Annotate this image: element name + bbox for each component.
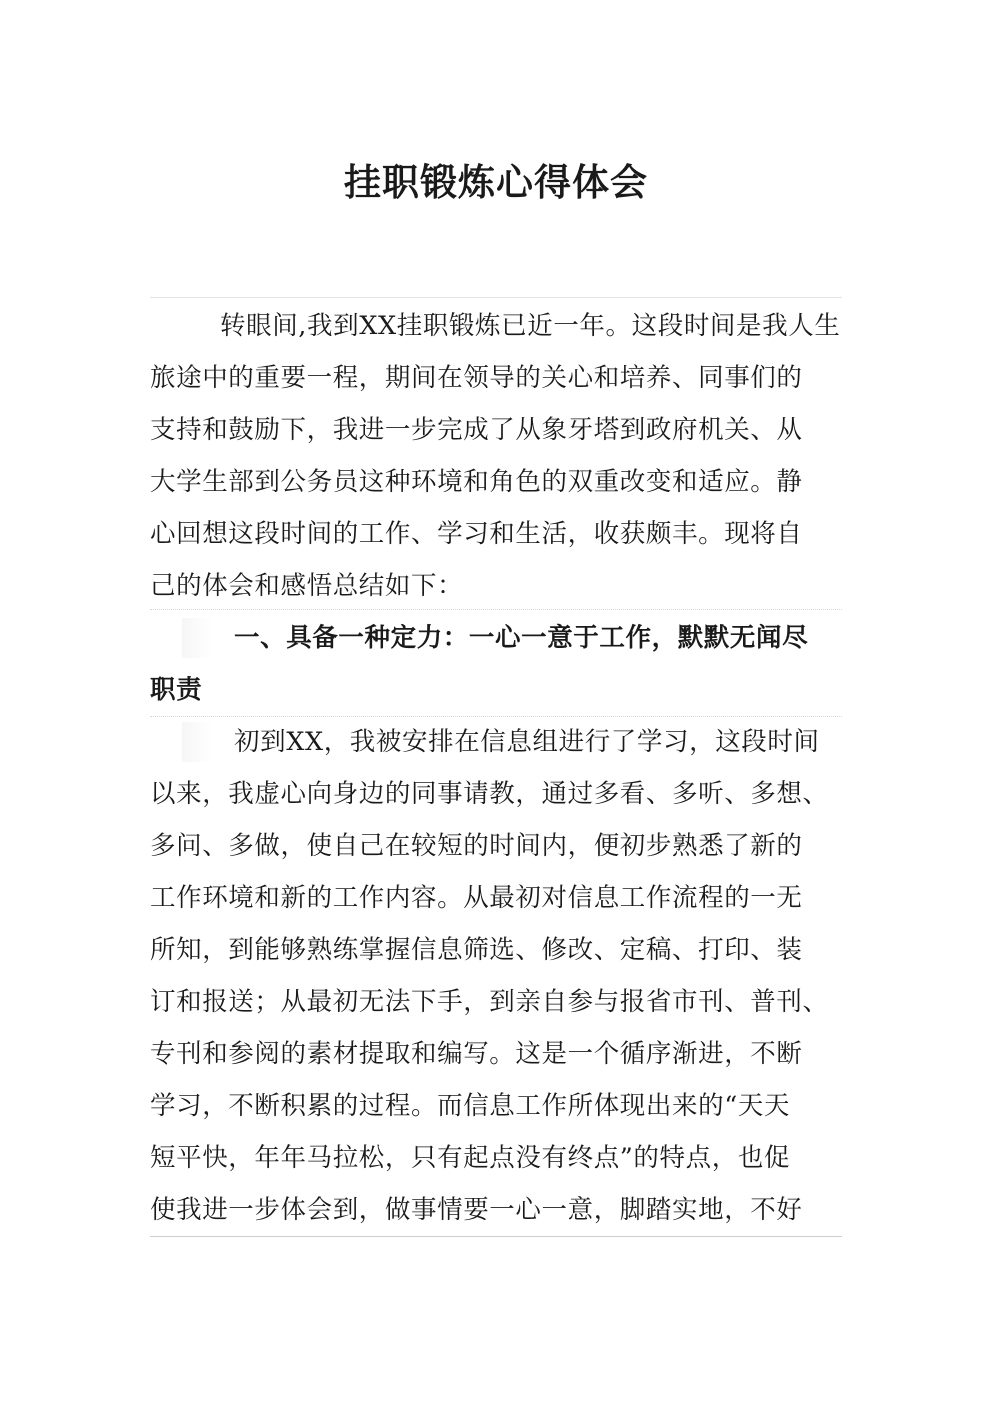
document-title: 挂职锻炼心得体会 xyxy=(344,160,648,204)
paragraph-line: 初到XX，我被安排在信息组进行了学习，这段时间 xyxy=(234,727,820,757)
paragraph-line: 学习，不断积累的过程。而信息工作所体现出来的“天天 xyxy=(150,1091,791,1121)
paragraph-line: 转眼间,我到XX挂职锻炼已近一年。这段时间是我人生 xyxy=(220,311,841,341)
paragraph-line: 多问、多做，使自己在较短的时间内，便初步熟悉了新的 xyxy=(150,831,803,861)
paragraph-line: 短平快，年年马拉松，只有起点没有终点”的特点，也促 xyxy=(150,1143,791,1173)
section-1-body xyxy=(150,716,840,1236)
paragraph-line: 大学生部到公务员这种环境和角色的双重改变和适应。静 xyxy=(150,467,803,497)
paragraph-line: 己的体会和感悟总结如下： xyxy=(150,571,464,601)
paragraph-line: 所知，到能够熟练掌握信息筛选、修改、定稿、打印、装 xyxy=(150,935,803,965)
paragraph-line: 支持和鼓励下，我进一步完成了从象牙塔到政府机关、从 xyxy=(150,415,803,445)
paragraph-line: 工作环境和新的工作内容。从最初对信息工作流程的一无 xyxy=(150,883,803,913)
paragraph-line: 心回想这段时间的工作、学习和生活，收获颇丰。现将自 xyxy=(150,519,803,549)
paragraph-line: 专刊和参阅的素材提取和编写。这是一个循序渐进，不断 xyxy=(150,1039,803,1069)
paragraph-line: 旅途中的重要一程，期间在领导的关心和培养、同事们的 xyxy=(150,363,803,393)
section-1-heading xyxy=(150,612,840,716)
intro-paragraph xyxy=(150,300,840,612)
heading-line: 一、具备一种定力：一心一意于工作，默默无闻尽 xyxy=(234,623,809,653)
paragraph-line: 以来，我虚心向身边的同事请教，通过多看、多听、多想、 xyxy=(150,779,829,809)
paragraph-line: 订和报送；从最初无法下手，到亲自参与报省市刊、普刊、 xyxy=(150,987,829,1017)
section-divider-top xyxy=(150,297,842,298)
heading-line: 职责 xyxy=(150,675,203,705)
section-divider xyxy=(150,609,842,610)
page-bottom-rule xyxy=(150,1236,842,1237)
paragraph-line: 使我进一步体会到，做事情要一心一意，脚踏实地，不好 xyxy=(150,1195,803,1225)
